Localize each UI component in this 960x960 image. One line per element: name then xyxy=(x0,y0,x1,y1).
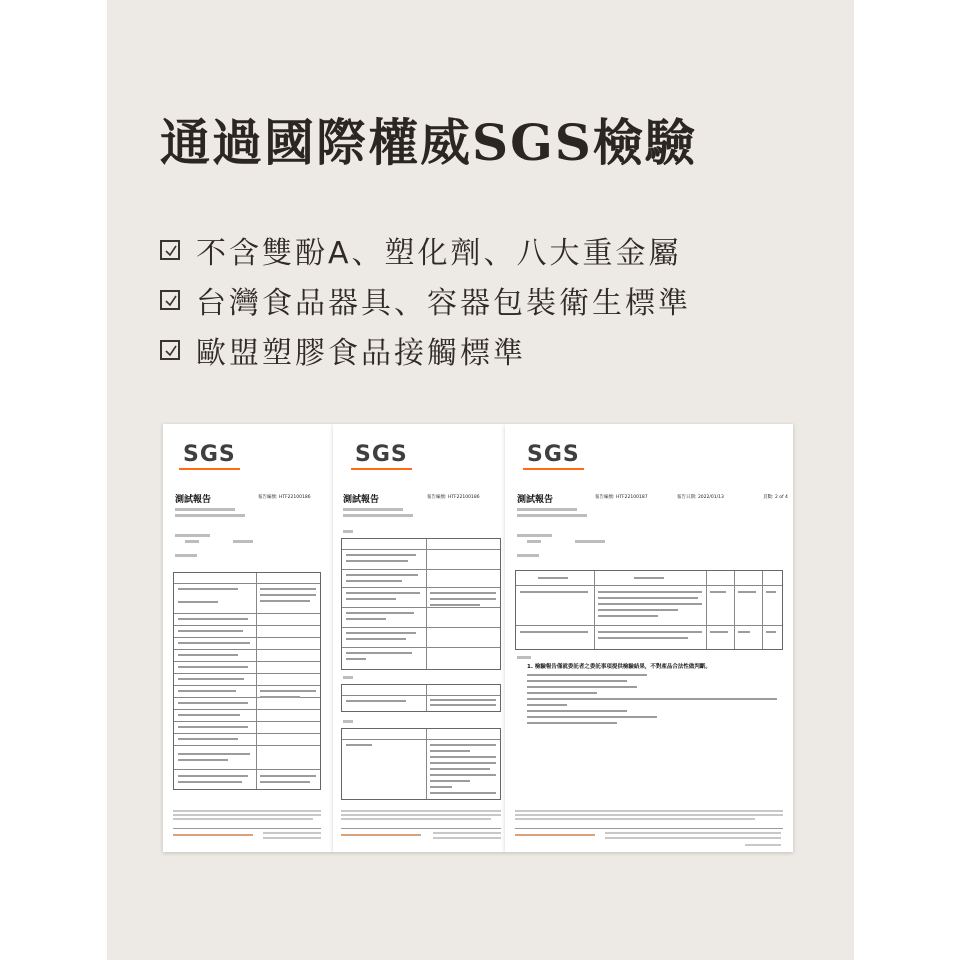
feature-list xyxy=(160,225,691,375)
report-table xyxy=(341,684,501,712)
report-number: 報告編號: HTF22100187 xyxy=(595,495,648,500)
sgs-logo: SGS xyxy=(527,442,580,467)
feature-label: 台灣食品器具、容器包裝衛生標準 xyxy=(196,286,691,321)
report-title: 測試報告 xyxy=(343,495,380,505)
sgs-report-sheet xyxy=(333,424,505,852)
report-title: 測試報告 xyxy=(517,495,554,505)
report-number: 報告編號: HTF22100186 xyxy=(258,495,311,500)
sgs-report-sheet xyxy=(505,424,793,852)
report-table xyxy=(515,570,783,650)
report-note: 1. 檢驗報告僅就委託者之委託事項提供檢驗結果，不對產品合法性做判斷。 xyxy=(527,664,711,670)
feature-label: 歐盟塑膠食品接觸標準 xyxy=(196,336,526,371)
report-title: 測試報告 xyxy=(175,495,212,505)
sgs-logo: SGS xyxy=(183,442,236,467)
page-headline: 通過國際權威SGS檢驗 xyxy=(160,113,697,172)
checkbox-icon xyxy=(160,240,180,260)
report-number: 報告編號: HTF22100186 xyxy=(427,495,480,500)
feature-item xyxy=(160,275,691,325)
feature-item xyxy=(160,325,691,375)
report-table xyxy=(173,572,321,790)
report-date: 報告日期: 2022/01/13 xyxy=(677,495,724,500)
report-table xyxy=(341,728,501,800)
checkbox-icon xyxy=(160,340,180,360)
sgs-logo: SGS xyxy=(355,442,408,467)
report-page: 頁數: 2 of 4 xyxy=(763,495,788,500)
feature-item xyxy=(160,225,691,275)
checkbox-icon xyxy=(160,290,180,310)
report-table xyxy=(341,538,501,670)
feature-label: 不含雙酚A、塑化劑、八大重金屬 xyxy=(196,236,682,271)
sgs-report-sheet xyxy=(163,424,333,852)
